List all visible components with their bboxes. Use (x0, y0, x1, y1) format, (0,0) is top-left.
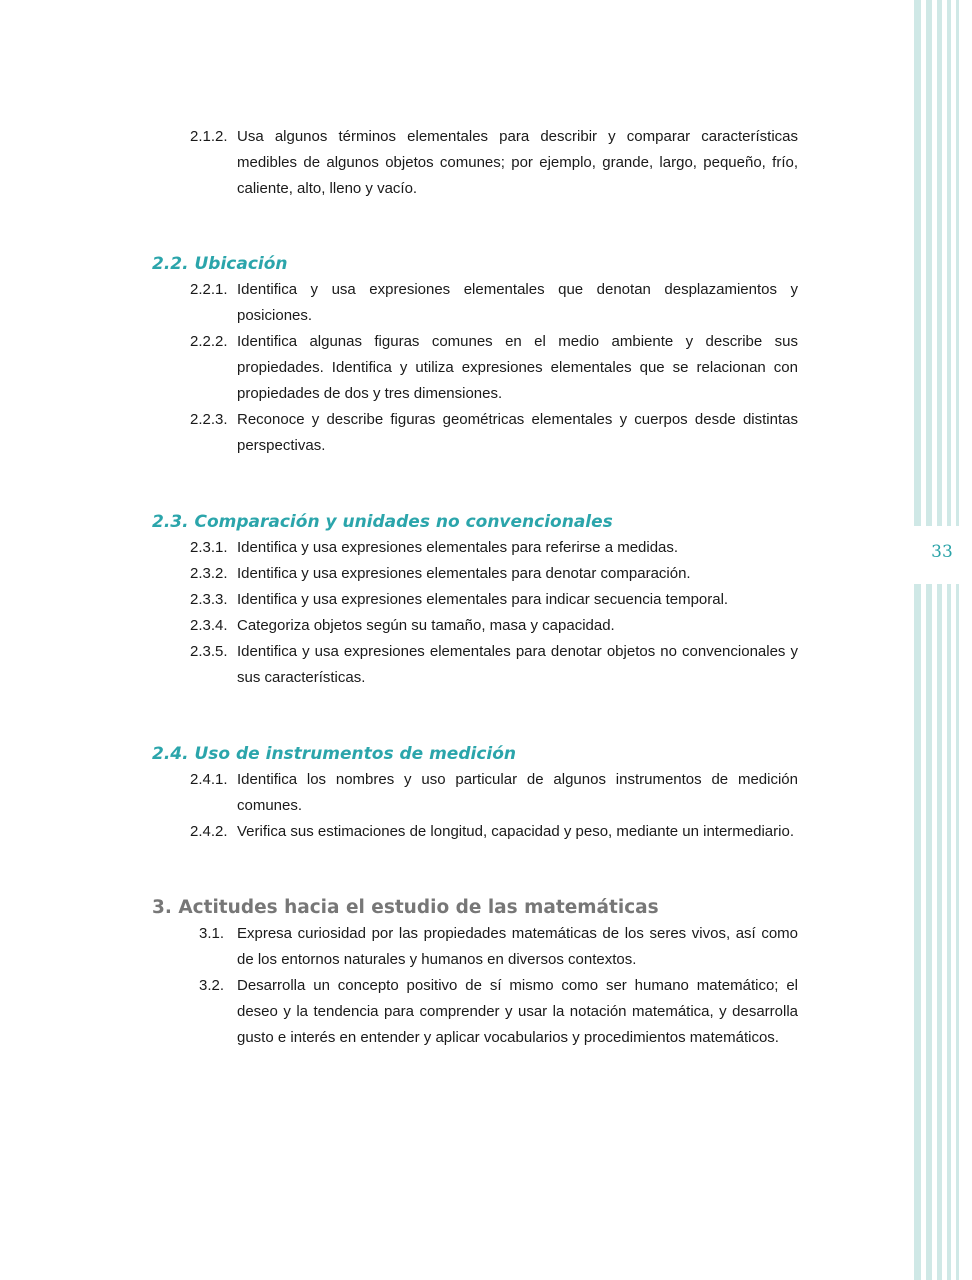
item-text: Desarrolla un concepto positivo de sí mismo como ser humano matemático; el deseo y la tendencia para comprender y usar la notación matemática, y desarrolla gusto e interés en entender y aplicar vocabularios y procedimientos matemáticos. (237, 977, 798, 1046)
list-item (152, 277, 798, 329)
main-section-heading: 3. Actitudes hacia el estudio de las matemáticas (152, 897, 659, 918)
item-text: Reconoce y describe figuras geométricas elementales y cuerpos desde distintas perspectivas. (237, 411, 798, 454)
section-ubicacion (152, 251, 798, 459)
item-text: Identifica y usa expresiones elementales para denotar objetos no convencionales y sus características. (237, 643, 798, 686)
list-item (152, 639, 798, 691)
item-number: 2.2.1. (190, 281, 228, 298)
stripe (926, 584, 932, 1280)
item-number: 2.4.1. (190, 771, 228, 788)
list-item (152, 819, 798, 845)
item-number: 2.3.5. (190, 643, 228, 660)
list-item (152, 587, 798, 613)
spacer (152, 691, 798, 741)
list-item (152, 124, 798, 202)
item-text: Identifica y usa expresiones elementales que denotan desplazamientos y posiciones. (237, 281, 798, 324)
stripe (956, 584, 959, 1280)
section-actitudes (152, 895, 798, 1051)
item-number: 2.2.3. (190, 411, 228, 428)
list-item (152, 407, 798, 459)
stripe (956, 0, 959, 526)
item-number: 2.2.2. (190, 333, 228, 350)
list-item (152, 329, 798, 407)
item-text: Expresa curiosidad por las propiedades matemáticas de los seres vivos, así como de los entornos naturales y humanos en diversos contextos. (237, 925, 798, 968)
item-text: Identifica los nombres y uso particular de algunos instrumentos de medición comunes. (237, 771, 798, 814)
section-heading: 2.2. Ubicación (152, 254, 288, 274)
stripe (937, 0, 942, 526)
stripe (914, 584, 921, 1280)
spacer (152, 459, 798, 509)
item-text: Categoriza objetos según su tamaño, masa y capacidad. (237, 617, 615, 634)
stripe (914, 0, 921, 526)
stripe (937, 584, 942, 1280)
item-text: Identifica algunas figuras comunes en el medio ambiente y describe sus propiedades. Identifica y utiliza expresiones elementales que se relacionan con propiedades de dos y tres dimensiones. (237, 333, 798, 402)
item-number: 2.3.3. (190, 591, 228, 608)
list-item (152, 561, 798, 587)
list-item (152, 535, 798, 561)
spacer (152, 202, 798, 251)
stripe (947, 0, 951, 526)
item-text: Identifica y usa expresiones elementales para referirse a medidas. (237, 539, 679, 556)
item-number: 2.3.4. (190, 617, 228, 634)
item-number: 3.1. (199, 925, 225, 942)
item-text: Identifica y usa expresiones elementales para indicar secuencia temporal. (237, 591, 729, 608)
list-item (152, 921, 798, 973)
page-content (152, 124, 798, 1051)
stripe (947, 584, 951, 1280)
section-heading: 2.4. Uso de instrumentos de medición (152, 744, 517, 764)
item-text: Identifica y usa expresiones elementales para denotar comparación. (237, 565, 691, 582)
section-heading: 2.3. Comparación y unidades no convencionales (152, 512, 613, 532)
list-item (152, 613, 798, 639)
spacer (152, 845, 798, 895)
stripe (926, 0, 932, 526)
section-instrumentos (152, 741, 798, 845)
item-text: Verifica sus estimaciones de longitud, capacidad y peso, mediante un intermediario. (237, 823, 794, 840)
decorative-stripes (912, 0, 972, 1280)
page-number: 33 (931, 542, 953, 562)
section-comparacion (152, 509, 798, 691)
list-item (152, 973, 798, 1051)
item-number: 2.3.1. (190, 539, 228, 556)
item-number: 2.4.2. (190, 823, 228, 840)
item-text: Usa algunos términos elementales para describir y comparar características medibles de algunos objetos comunes; por ejemplo, grande, largo, pequeño, frío, caliente, alto, lleno y vacío. (237, 128, 798, 197)
item-number: 2.3.2. (190, 565, 228, 582)
item-number: 2.1.2. (190, 128, 228, 145)
item-number: 3.2. (199, 977, 225, 994)
list-item (152, 767, 798, 819)
